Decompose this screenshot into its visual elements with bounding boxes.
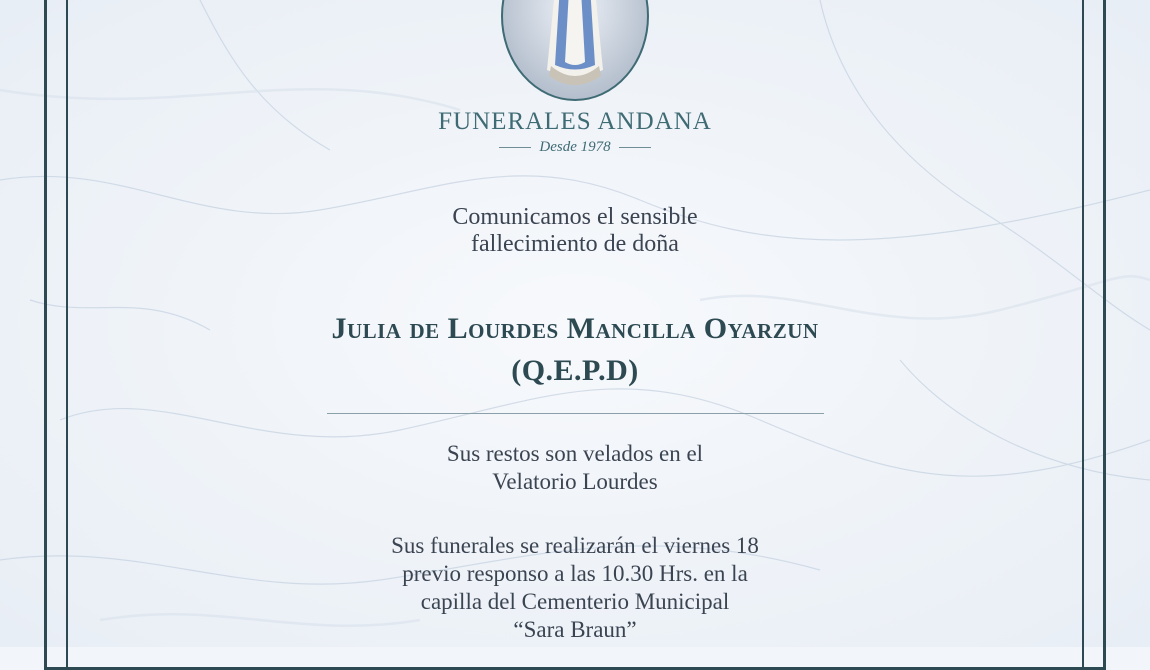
brand-tagline xyxy=(0,139,1150,156)
funeral-info xyxy=(0,532,1150,644)
brand-name: FUNERALES ANDANA xyxy=(438,108,712,135)
qepd-label: (Q.E.P.D) xyxy=(511,354,639,387)
funeral-line: Sus funerales se realizarán el viernes 18 xyxy=(391,533,759,558)
funeral-line: previo responso a las 10.30 Hrs. en la xyxy=(402,561,748,586)
brand-since: Desde 1978 xyxy=(539,139,611,155)
deceased-name: Julia de Lourdes Mancilla Oyarzun xyxy=(331,312,819,345)
wake-line: Velatorio Lourdes xyxy=(492,469,658,494)
wake-line: Sus restos son velados en el xyxy=(446,441,704,466)
funeral-line: capilla del Cementerio Municipal xyxy=(420,589,730,614)
announcement-line: Comunicamos el sensible xyxy=(452,204,698,230)
tagline-right-line xyxy=(619,147,651,148)
tagline-left-line xyxy=(499,147,531,148)
wake-info xyxy=(0,440,1150,496)
deceased-name-block xyxy=(0,308,1150,392)
announcement-line: fallecimiento de doña xyxy=(471,231,679,257)
section-divider xyxy=(327,413,824,414)
virgin-mary-medallion-image xyxy=(499,0,651,102)
funeral-line: “Sara Braun” xyxy=(513,617,637,642)
announcement-text xyxy=(0,204,1150,258)
